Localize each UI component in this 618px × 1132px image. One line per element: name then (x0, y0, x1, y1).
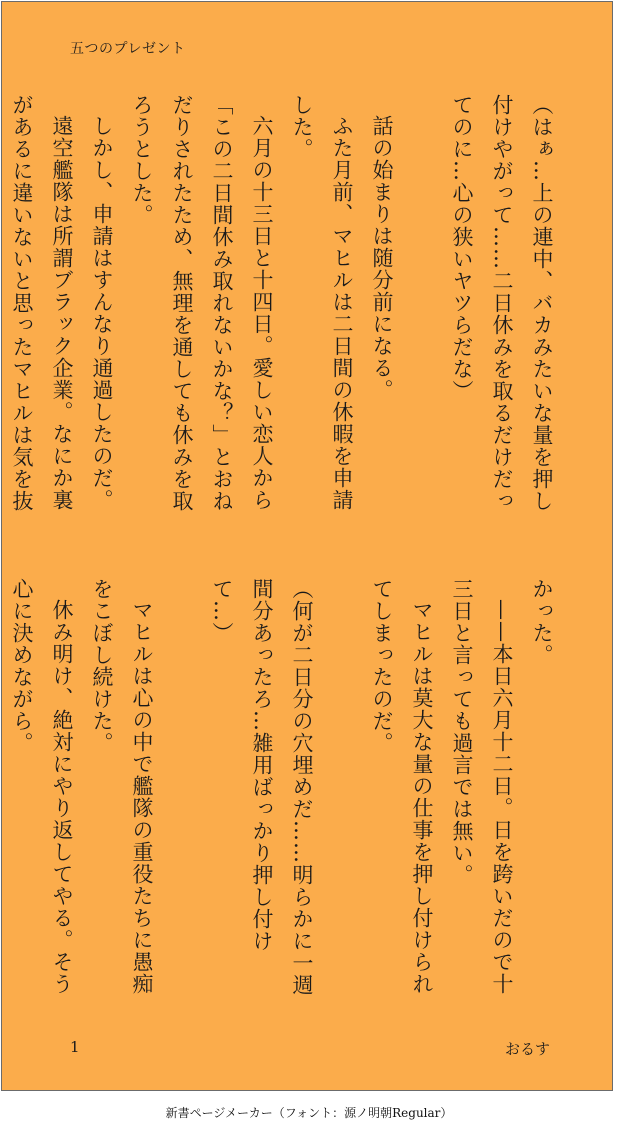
page-number: 1 (70, 1038, 80, 1056)
paragraph: かった。 (530, 578, 554, 666)
text-block-top (10, 94, 562, 514)
text-block-bottom (10, 578, 562, 998)
paragraph: しかし、申請はすんなり通過したのだ。 (90, 115, 114, 511)
footer-credit: 新書ページメーカー（フォント：源ノ明朝Regular） (165, 1106, 453, 1120)
paragraph: 遠空艦隊は所謂ブラック企業。なにか裏があるに違いないと思ったマヒルは気を抜 (10, 94, 74, 512)
paragraph-gap (402, 94, 442, 514)
paragraph: ふた月前、マヒルは二日間の休暇を申請した。 (290, 94, 354, 511)
paragraph: ——本日六月十二日。日を跨いだので十三日と言っても過言では無い。 (450, 578, 514, 995)
page-header-title: 五つのプレゼント (70, 41, 186, 57)
author-name: おるす (504, 1040, 550, 1058)
book-page (1, 1, 613, 1091)
paragraph: （何が二日分の穴埋めだ……明らかに一週間分あったろ…雑用ばっかり押し付けて…） (210, 578, 314, 996)
paragraph: 休み明け、絶対にやり返してやる。そう心に決めながら。 (10, 578, 74, 995)
paragraph: マヒルは心の中で艦隊の重役たちに愚痴をこぼし続けた。 (90, 578, 154, 995)
paragraph: （はぁ…上の連中、バカみたいな量を押し付けやがって……二日休みを取るだけだってのに…心の狭いヤツらだな） (450, 94, 554, 512)
paragraph-gap (162, 578, 202, 998)
paragraph: マヒルは莫大な量の仕事を押し付けられてしまったのだ。 (370, 578, 434, 995)
paragraph: 六月の十三日と十四日。愛しい恋人から「この二日間休み取れないかな？」とおねだりされたため、無理を通しても休みを取ろうとした。 (130, 94, 274, 512)
paragraph-gap (322, 578, 362, 998)
paragraph: 話の始まりは随分前になる。 (370, 115, 394, 401)
